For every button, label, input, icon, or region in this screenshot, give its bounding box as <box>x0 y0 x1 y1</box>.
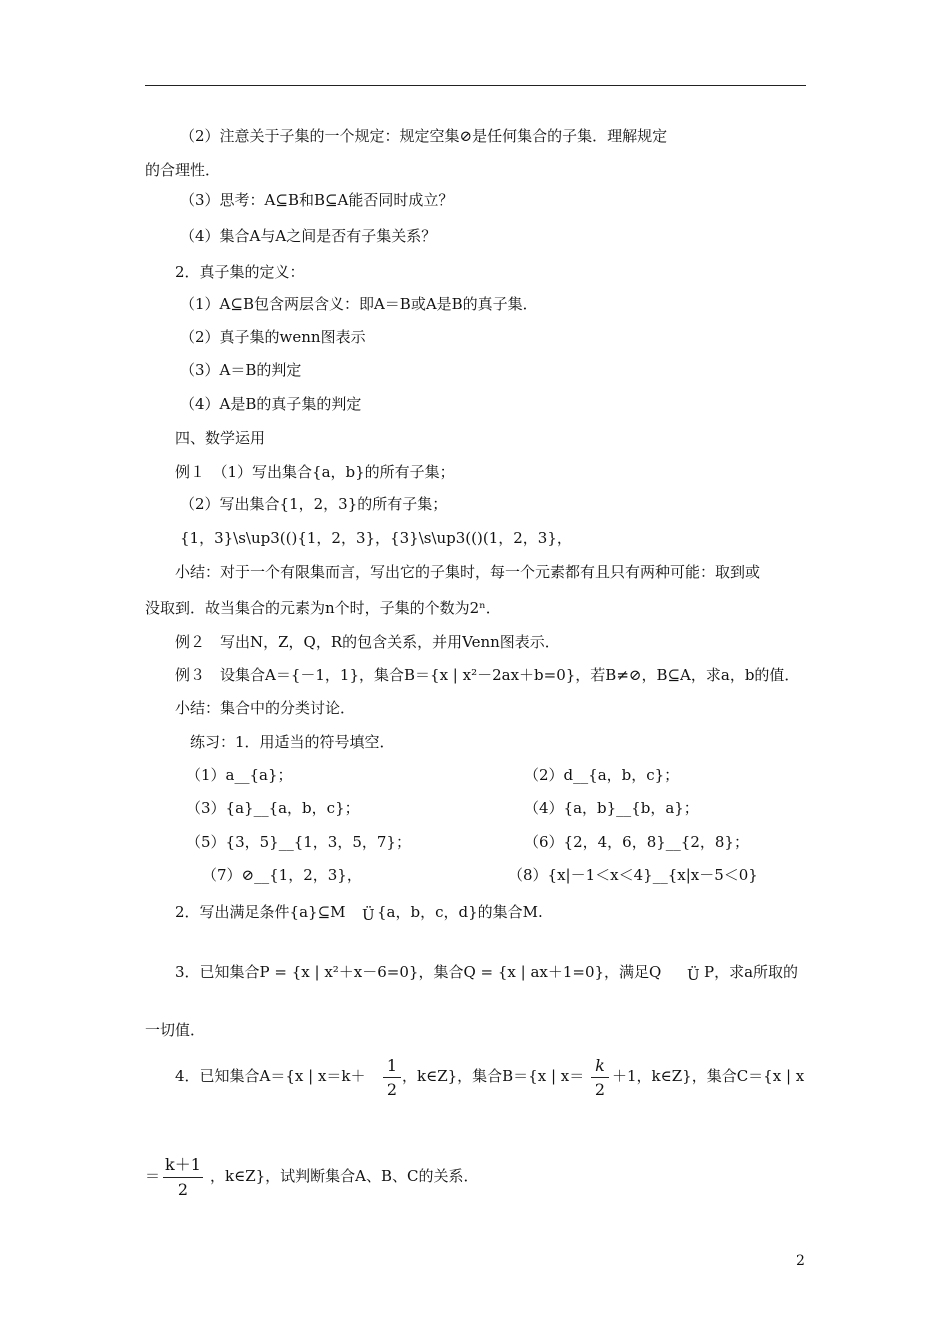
fraction-denominator: 2 <box>386 1080 398 1099</box>
question-4-tail: ，k∈Z}，试判断集合A、B、C的关系． <box>210 1167 479 1185</box>
exercise-item: （6）{2，4，6，8}__{2，8}； <box>524 833 749 851</box>
summary-line: 小结：集合中的分类讨论． <box>175 699 356 717</box>
text-line: （3）思考：A⊆B和B⊆A能否同时成立？ <box>180 191 454 209</box>
fraction-bar <box>383 1077 401 1078</box>
question-2: 2．写出满足条件{a}⊆M <box>175 903 346 921</box>
example-line: 例１ （1）写出集合{a，b}的所有子集； <box>175 463 455 481</box>
fraction-bar <box>163 1177 203 1178</box>
section-heading: 四、数学运用 <box>175 429 266 447</box>
fraction-k-half <box>591 1056 609 1099</box>
question-2-tail: {a，b，c，d}的集合M. <box>377 903 543 921</box>
question-3: 3．已知集合P = {x | x²＋x－6=0}，集合Q = {x | ax＋1=0}，满足Q <box>175 963 662 981</box>
fraction-one-half <box>383 1056 401 1099</box>
fraction-numerator: k <box>595 1056 605 1075</box>
fraction-k-plus-one-half <box>163 1152 203 1199</box>
text-line: （4）A是B的真子集的判定 <box>180 395 362 413</box>
example-line: 例３ 设集合A＝{－1，1}，集合B＝{x | x²－2ax＋b=0}，若B≠⊘，B⊆A，求a，b的值． <box>175 666 800 684</box>
fraction-numerator: 1 <box>386 1056 398 1075</box>
fraction-numerator: k＋1 <box>165 1155 201 1174</box>
question-4-part: ＋1，k∈Z}，集合C＝{x | x <box>612 1067 805 1085</box>
exercise-item: （7）⊘__{1，2，3}， <box>202 866 362 884</box>
question-4: 4．已知集合A＝{x | x＝k＋ <box>175 1067 366 1085</box>
exercise-item: （2）d__{a，b，c}； <box>524 766 680 784</box>
text-line: {1，3}\s\up3((){1，2，3}，{3}\s\up3(()(1，2，3}， <box>180 529 572 547</box>
text-line: （2）写出集合{1，2，3}的所有子集； <box>180 495 448 513</box>
question-3-cont: 一切值． <box>145 1021 206 1039</box>
question-4-part: ＝ <box>145 1167 161 1185</box>
exercise-item: （3）{a}__{a，b，c}； <box>186 799 360 817</box>
exercise-item: （1）a__{a}； <box>186 766 293 784</box>
page-number: 2 <box>796 1253 805 1269</box>
text-line: （2）注意关于子集的一个规定：规定空集⊘是任何集合的子集．理解规定 <box>180 127 668 145</box>
exercise-item: （8）{x|－1＜x＜4}__{x|x－5＜0} <box>508 866 758 884</box>
summary-line: 小结：对于一个有限集而言，写出它的子集时，每一个元素都有且只有两种可能：取到或 <box>175 563 761 581</box>
text-line: （4）集合A与A之间是否有子集关系？ <box>180 227 437 245</box>
fraction-denominator: 2 <box>177 1180 189 1199</box>
example-line: 例２ 写出N，Z，Q，R的包含关系，并用Venn图表示． <box>175 633 560 651</box>
exercise-item: （4）{a，b}__{b，a}； <box>524 799 699 817</box>
question-4-part: ，k∈Z}，集合B＝{x | x＝ <box>402 1067 585 1085</box>
proper-subset-symbol: Ü <box>687 966 700 984</box>
exercise-item: （5）{3，5}__{1，3，5，7}； <box>186 833 411 851</box>
text-line: 的合理性． <box>145 161 221 179</box>
exercise-heading: 练习：1．用适当的符号填空． <box>190 733 395 751</box>
question-3-tail: P，求a所取的 <box>704 963 799 981</box>
text-line: 没取到．故当集合的元素为n个时，子集的个数为2ⁿ． <box>145 599 501 617</box>
header-rule <box>145 85 806 86</box>
fraction-denominator: 2 <box>594 1080 606 1099</box>
proper-subset-symbol: Ü <box>362 906 375 924</box>
text-line: （3）A＝B的判定 <box>180 361 302 379</box>
text-line: （1）A⊆B包含两层含义：即A＝B或A是B的真子集． <box>180 295 538 313</box>
text-line: 2．真子集的定义： <box>175 263 305 281</box>
fraction-bar <box>591 1077 609 1078</box>
text-line: （2）真子集的wenn图表示 <box>180 328 366 346</box>
